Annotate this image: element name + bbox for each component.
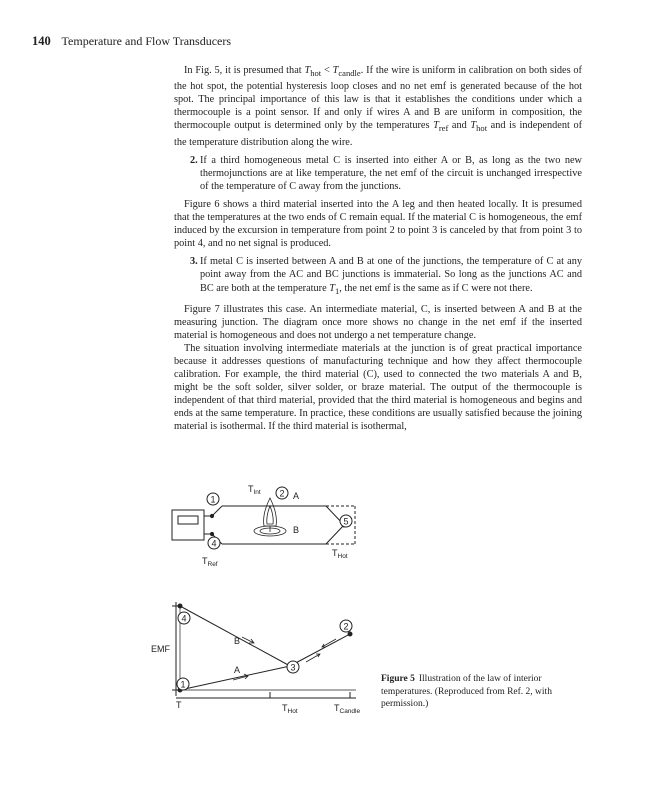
curve-a-label: A (234, 665, 241, 675)
x-tick-tcandle: $T_{Candle}$ (334, 703, 361, 715)
page-number: 140 (32, 34, 51, 48)
list-item-3: 3. If metal C is inserted between A and B at one of the junctions, the temperature of C at any point away from the AC and BC junctions is immaterial. So long as the junctions AC and BC are both at the temperature $T_1$, the net emf is the same as if C were not there. (190, 256, 582, 296)
list-item-2-container (174, 154, 582, 193)
svg-text:1: 1 (210, 494, 216, 505)
figure-caption (381, 673, 583, 711)
candle-flame-icon (254, 498, 286, 536)
t-ref-label: $T_{Ref}$ (202, 556, 218, 568)
node-4 (208, 537, 220, 549)
meter-box (172, 510, 204, 540)
x-tick-thot: $T_{Hot}$ (282, 703, 298, 715)
list-item-3-container (174, 255, 582, 297)
list-item-2: 2. If a third homogeneous metal C is inserted into either A or B, as long as the two new thermojunctions are at like temperature, the net emf of the circuit is unchanged irrespective of the temperature of C away from the junctions. (190, 154, 582, 192)
svg-text:4: 4 (211, 538, 217, 549)
emf-node-2 (340, 620, 352, 632)
t-int-label: $T_{Int}$ (248, 484, 261, 496)
curve-hot-to-candle (290, 634, 350, 666)
x-tick-t: T (176, 700, 182, 710)
caption-text: Illustration of the law of interior temperatures. (Reproduced from Ref. 2, with permission.) (381, 674, 552, 709)
arrow-up (306, 654, 320, 662)
paragraph-4: The situation involving intermediate materials at the junction is of great practical importance because it addresses questions of manufacturing technique and how they affect thermocouple calibration. For example, the third material (C), used to connected the two materials A and B, might be the soft solder, silver solder, or braze material. The output of the thermocouple is independent of that third material, provided that the third material is homogeneous and begins and ends at the same temperature. In practice, these conditions are usually satisfied because the joining material is isothermal. If the third material is isothermal, (174, 342, 582, 433)
curve-b-label: B (234, 636, 241, 646)
svg-text:1: 1 (180, 679, 186, 690)
figure-5-drawing (150, 476, 380, 726)
caption-label: Figure 5 (381, 674, 415, 684)
wire-a-label: A (293, 491, 300, 501)
emf-node-3 (287, 661, 299, 673)
svg-text:3: 3 (290, 662, 296, 673)
svg-text:2: 2 (343, 621, 349, 632)
node-2 (276, 487, 288, 499)
emf-node-1 (177, 678, 189, 690)
svg-text:4: 4 (181, 613, 187, 624)
emf-diagram (172, 602, 356, 698)
t-hot-label: $T_{Hot}$ (332, 548, 348, 560)
paragraph-1: In Fig. 5, it is presumed that $T_{hot} < T_{candle}$. If the wire is uniform in calibration on both sides of the hot spot, the potential hysteresis loop closes and no net emf is generated because of the hot spot. The principal importance of this law is that it establishes the conditions under which a thermocouple is a point sensor. If and only if wires A and B are uniform in composition, the thermocouple output is determined only by the temperatures $T_{ref}$ and $T_{hot}$ and is independent of the temperature distribution along the wire. (174, 65, 583, 148)
svg-text:5: 5 (343, 516, 349, 527)
running-title: Temperature and Flow Transducers (61, 34, 232, 48)
paragraph-3: Figure 7 illustrates this case. An intermediate material, C, is inserted between A and B at the measuring junction. The diagram once more shows no change in the net emf if the inserted material is homogeneous and does not undergo a net temperature change. (174, 303, 582, 341)
figure-5 (150, 476, 380, 731)
meter-display (178, 516, 198, 524)
body-text (174, 64, 582, 434)
node-1 (207, 493, 219, 505)
arrow-b (242, 637, 254, 643)
emf-axis-label: EMF (151, 644, 170, 654)
wire-b-label: B (293, 525, 300, 535)
node-5 (340, 515, 352, 527)
running-header (32, 34, 231, 49)
emf-node-4 (178, 612, 190, 624)
paragraph-2: Figure 6 shows a third material inserted into the A leg and then heated locally. It is presumed that the temperatures at the two ends of C remain equal. If the material C is homogeneous, the emf induced by the excursion in temperature from point 2 to point 3 is canceled by that from point 3 to point 4, and no net signal is produced. (174, 198, 582, 250)
svg-text:2: 2 (279, 488, 285, 499)
